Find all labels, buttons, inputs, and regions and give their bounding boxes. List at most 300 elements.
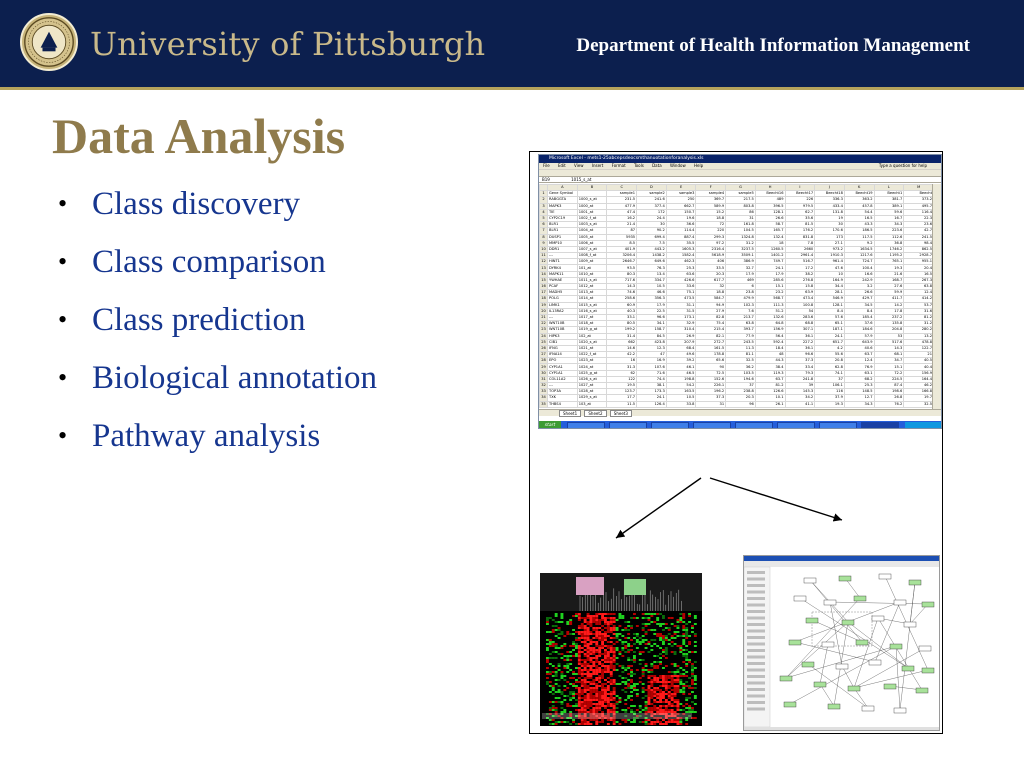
excel-cell: 122.7 (904, 345, 934, 351)
excel-row-number: 28 (541, 358, 546, 363)
excel-cell: 973.2 (815, 246, 845, 252)
excel-cell: 250 (666, 197, 696, 203)
excel-cell: 135.8 (874, 321, 904, 327)
excel-title-bar: Microsoft Excel - mets1-25abcepsdeocsmthanuotationforanalysis.xls (539, 155, 941, 163)
excel-cell: 21 (904, 352, 934, 358)
excel-cell: 28.1 (815, 290, 845, 296)
excel-cell: 862.5 (904, 246, 934, 252)
excel-cell: 39.2 (666, 358, 696, 364)
window-toolbar (744, 561, 940, 567)
excel-cell: TIE (548, 209, 578, 215)
excel-row-number: 12 (541, 259, 546, 264)
excel-cell: 643.9 (844, 339, 874, 345)
excel-cell: 33.4 (785, 364, 815, 370)
excel-cell: 213.7 (726, 314, 756, 320)
excel-cell: 150.7 (666, 209, 696, 215)
excel-cell: 16.2 (607, 215, 637, 221)
excel-cell: 42.7 (904, 228, 934, 234)
excel-cell: 215.4 (696, 327, 726, 333)
excel-cell: 285.6 (755, 277, 785, 283)
excel-cell: 18.4 (755, 345, 785, 351)
excel-cell: EPO (548, 358, 578, 364)
excel-cell: 15.8 (785, 284, 815, 290)
excel-cell: 1217.6 (844, 253, 874, 259)
excel-cell: 156.9 (755, 327, 785, 333)
excel-cell: 38.4 (755, 364, 785, 370)
excel-cell: 1004_at (577, 228, 607, 234)
excel-cell: 386.9 (726, 259, 756, 265)
excel-cell: 765.1 (874, 259, 904, 265)
gene-node (848, 686, 860, 691)
excel-row-number: 13 (541, 265, 546, 270)
excel-cell: 36.1 (785, 333, 815, 339)
excel-cell: 27.6 (874, 284, 904, 290)
excel-cell: 1605.3 (666, 246, 696, 252)
excel-cell: 649.6 (637, 259, 667, 265)
excel-cell: G (726, 185, 756, 191)
excel-cell: 94.9 (696, 302, 726, 308)
excel-cell: Gene Symbol (548, 191, 578, 197)
excel-cell: 81.1 (726, 352, 756, 358)
excel-cell: 592.4 (755, 339, 785, 345)
excel-cell: 27.1 (815, 240, 845, 246)
excel-cell: 1000_at (577, 203, 607, 209)
excel-cell: 32.7 (726, 265, 756, 271)
start-button: start (539, 421, 561, 429)
slide-header (0, 0, 1024, 90)
excel-cell: 15.2 (696, 209, 726, 215)
excel-cell: 34.7 (874, 358, 904, 364)
excel-cell: 12.3 (637, 345, 667, 351)
excel-cell: 4.2 (815, 345, 845, 351)
excel-cell: 173.1 (666, 314, 696, 320)
excel-cell: 198.8 (666, 376, 696, 382)
excel-cell: 14.3 (607, 284, 637, 290)
excel-cell: CYP1A1 (548, 364, 578, 370)
excel-cell: 104.5 (726, 228, 756, 234)
excel-cell: WNT10B (548, 327, 578, 333)
excel-cell: 831.8 (785, 234, 815, 240)
excel-cell: 33.6 (666, 284, 696, 290)
excel-cell: 81.5 (785, 222, 815, 228)
excel-cell: 30 (815, 222, 845, 228)
excel-cell: 19.7 (904, 395, 934, 401)
excel-cell: 1260.5 (755, 246, 785, 252)
bullet-item: • Class prediction (58, 300, 377, 358)
excel-row-number: 9 (540, 240, 548, 246)
excel-cell: MMP10 (548, 240, 578, 246)
excel-cell: sample2 (637, 191, 667, 197)
excel-cell: 276.8 (785, 277, 815, 283)
excel-cell: 166.8 (904, 389, 934, 395)
excel-row-number: 3 (540, 203, 548, 209)
excel-cell: 241.8 (785, 376, 815, 382)
excel-cell: 414.2 (904, 296, 934, 302)
excel-cell: 1020_s_at (577, 339, 607, 345)
bullet-item: • Pathway analysis (58, 416, 377, 474)
excel-cell: 178.8 (696, 352, 726, 358)
excel-cell: 122 (607, 376, 637, 382)
excel-cell: TOP3A (548, 389, 578, 395)
excel-cell: sample1 (607, 191, 637, 197)
excel-cell: 46.1 (666, 364, 696, 370)
excel-row-number: 17 (541, 290, 546, 295)
excel-cell: 477.9 (607, 203, 637, 209)
excel-cell: 40.4 (904, 364, 934, 370)
gene-node (784, 702, 796, 707)
excel-row-number: 11 (541, 253, 546, 258)
gene-node (854, 596, 866, 601)
excel-cell: 32 (696, 284, 726, 290)
excel-cell: 227.2 (785, 339, 815, 345)
excel-row-number: 4 (540, 209, 548, 215)
excel-row-number: 20 (541, 308, 546, 313)
excel-sheet-tab: Sheet3 (610, 410, 632, 417)
heatmap-clustering-image (540, 573, 702, 726)
excel-cell: 53.7 (904, 302, 934, 308)
excel-cell: 62.7 (785, 209, 815, 215)
excel-cell: 21.4 (607, 222, 637, 228)
excel-cell: 65.6 (696, 358, 726, 364)
gene-node (836, 664, 848, 669)
excel-cell: 34.3 (844, 401, 874, 407)
excel-cell: J (815, 185, 845, 191)
excel-cell: 23.2 (755, 290, 785, 296)
cluster-highlight (624, 579, 646, 595)
status-bar (744, 727, 940, 731)
excel-cell: sample3 (666, 191, 696, 197)
excel-cell: 49.6 (666, 352, 696, 358)
excel-cell: 299.3 (696, 234, 726, 240)
dendrogram-area (540, 573, 702, 611)
excel-cell: 35.5 (666, 240, 696, 246)
excel-cell: CYP2C19 (548, 215, 578, 221)
excel-cell: 87 (607, 228, 637, 234)
excel-cell: 1003_s_at (577, 222, 607, 228)
excel-cell: H (755, 185, 785, 191)
excel-cell: 76.9 (844, 364, 874, 370)
excel-cell: 26.6 (755, 215, 785, 221)
excel-cell: 17.9 (637, 302, 667, 308)
excel-cell: MAPK11 (548, 271, 578, 277)
excel-cell: 75.4 (696, 321, 726, 327)
excel-cell: 8.4 (844, 308, 874, 314)
excel-cell: 237.2 (874, 314, 904, 320)
excel-cell: 19.3 (815, 401, 845, 407)
excel-cell: 36.1 (785, 345, 815, 351)
excel-cell: 198.6 (874, 389, 904, 395)
excel-cell: 13.4 (637, 271, 667, 277)
excel-cell: sample5 (726, 191, 756, 197)
excel-cell: 103.5 (726, 370, 756, 376)
excel-cell: 172 (637, 209, 667, 215)
excel-cell: 14.6 (607, 345, 637, 351)
excel-cell: 43.3 (844, 222, 874, 228)
gene-node (862, 706, 874, 711)
excel-cell: 26.6 (844, 290, 874, 296)
excel-cell: 1634.5 (844, 246, 874, 252)
excel-cell: 16.5 (904, 271, 934, 277)
excel-cell: 310.4 (666, 327, 696, 333)
excel-cell: 34.2 (785, 395, 815, 401)
excel-cell: 119.3 (755, 370, 785, 376)
excel-cell: 20.3 (696, 271, 726, 277)
excel-cell: 238.8 (726, 389, 756, 395)
excel-cell: 12.4 (904, 290, 934, 296)
excel-cell: 10.5 (637, 284, 667, 290)
gene-node (822, 642, 834, 647)
excel-cell: 19.5 (607, 383, 637, 389)
excel-cell: 96.6 (785, 352, 815, 358)
excel-cell: Beecht (904, 191, 934, 197)
excel-cell: 46.6 (637, 290, 667, 296)
excel-row-number: 19 (541, 302, 546, 307)
excel-row-number: 15 (541, 277, 546, 282)
excel-cell: 1324.8 (726, 234, 756, 240)
excel-cell: 1910.3 (815, 253, 845, 259)
excel-cell: 241.6 (637, 197, 667, 203)
excel-name-box: B19 (542, 177, 550, 182)
excel-cell: 145.3 (785, 389, 815, 395)
excel-cell: 46.5 (666, 370, 696, 376)
excel-cell: 31.5 (666, 308, 696, 314)
excel-cell: 20.4 (904, 265, 934, 271)
excel-cell: 163.5 (666, 389, 696, 395)
excel-cell: 81.2 (755, 383, 785, 389)
excel-cell: 59.6 (874, 209, 904, 215)
excel-row-number: 16 (541, 284, 546, 289)
excel-cell: 58.7 (755, 222, 785, 228)
excel-cell: Beecht19 (844, 191, 874, 197)
excel-cell: 37 (815, 376, 845, 382)
university-seal-icon (20, 13, 78, 71)
excel-cell: MADH5 (548, 290, 578, 296)
excel-cell: 37.3 (696, 395, 726, 401)
excel-cell: 37.3 (785, 358, 815, 364)
excel-help-box: Type a question for help (878, 163, 927, 168)
gene-node (839, 576, 851, 581)
excel-cell: 1025_g_at (577, 370, 607, 376)
excel-cell: 226 (785, 197, 815, 203)
excel-cell: 16.7 (874, 215, 904, 221)
excel-row-number: 29 (541, 364, 546, 369)
excel-cell: 63.9 (785, 290, 815, 296)
excel-cell: 20.8 (815, 358, 845, 364)
excel-cell: 132.6 (755, 314, 785, 320)
excel-cell: 131.8 (815, 209, 845, 215)
excel-cell: 749.7 (755, 259, 785, 265)
gene-node (806, 618, 818, 623)
excel-cell: 267.3 (904, 277, 934, 283)
excel-cell: 8.4 (815, 308, 845, 314)
excel-cell: 1028_at (577, 389, 607, 395)
excel-cell: 546.9 (815, 296, 845, 302)
excel-cell: 1027_at (577, 383, 607, 389)
excel-cell: 242.9 (844, 277, 874, 283)
excel-cell: 57.6 (815, 314, 845, 320)
excel-cell: 1019_g_at (577, 327, 607, 333)
gene-node (802, 662, 814, 667)
excel-row-number: 31 (541, 376, 546, 381)
excel-cell: B (577, 185, 607, 191)
excel-cell: 31.4 (607, 333, 637, 339)
excel-cell: 126.6 (755, 389, 785, 395)
excel-cell: 156.9 (904, 370, 934, 376)
excel-cell: 469 (726, 277, 756, 283)
excel-cell: 426.6 (666, 277, 696, 283)
excel-cell: 16.5 (844, 215, 874, 221)
excel-cell: 2928.7 (904, 253, 934, 259)
excel-cell: IL13RA2 (548, 308, 578, 314)
excel-cell: 6 (726, 284, 756, 290)
excel-row-number: 6 (540, 222, 548, 228)
excel-cell: 7.5 (637, 240, 667, 246)
excel-row-number: 25 (541, 339, 546, 344)
excel-cell: 217.5 (726, 197, 756, 203)
excel-cell: 176.2 (785, 228, 815, 234)
excel-cell: 220 (696, 228, 726, 234)
excel-cell: Beecht17 (785, 191, 815, 197)
excel-cell: 173.3 (637, 389, 667, 395)
excel-cell: 16.9 (637, 358, 667, 364)
excel-cell: 47.6 (815, 265, 845, 271)
excel-cell: 24.1 (815, 333, 845, 339)
bullet-item: • Class comparison (58, 242, 377, 300)
gene-node (922, 668, 934, 673)
excel-row-number: 23 (541, 327, 546, 332)
excel-cell: 126.4 (637, 401, 667, 407)
window-title-bar (744, 556, 940, 561)
gene-node (909, 580, 921, 585)
excel-cell: 40.5 (904, 358, 934, 364)
excel-cell: 98.4 (904, 240, 934, 246)
excel-cell: 26.9 (666, 333, 696, 339)
excel-cell: 84.5 (637, 333, 667, 339)
excel-cell: 32.5 (904, 401, 934, 407)
excel-cell: 101_at (577, 265, 607, 271)
excel-cell: 18.8 (696, 290, 726, 296)
excel-cell: 1009_at (577, 259, 607, 265)
excel-cell: 128.1 (815, 302, 845, 308)
excel-cell: M (904, 185, 934, 191)
excel-cell: YWHAE (548, 277, 578, 283)
excel-cell: 406 (696, 259, 726, 265)
excel-cell: TXK (548, 395, 578, 401)
gene-node (922, 602, 934, 607)
excel-cell: 46.2 (904, 383, 934, 389)
excel-cell: 1026_s_at (577, 376, 607, 382)
excel-cell: 1015_s_at (577, 302, 607, 308)
excel-cell: 34.5 (844, 302, 874, 308)
excel-cell: 93.5 (607, 265, 637, 271)
excel-cell: 393.7 (726, 327, 756, 333)
excel-row-number: 14 (541, 271, 546, 276)
excel-cell: 17.9 (726, 271, 756, 277)
excel-cell: 699.4 (637, 234, 667, 240)
excel-menu-item: Data (652, 163, 662, 168)
excel-cell: 1582.4 (666, 253, 696, 259)
excel-cell: PCAF (548, 284, 578, 290)
gene-node (904, 622, 916, 627)
excel-cell: 662 (607, 339, 637, 345)
excel-cell: 1000_s_at (577, 197, 607, 203)
excel-cell: 64.8 (755, 321, 785, 327)
gene-node (824, 600, 836, 605)
excel-cell: 979.5 (785, 203, 815, 209)
gene-node (890, 644, 902, 649)
excel-cell: 82.1 (696, 333, 726, 339)
excel-cell: 8.5 (607, 240, 637, 246)
excel-cell: 72 (696, 222, 726, 228)
excel-cell: 168.7 (874, 277, 904, 283)
excel-cell: 74.1 (815, 370, 845, 376)
excel-cell: 396.5 (755, 203, 785, 209)
excel-cell: 36.2 (726, 364, 756, 370)
excel-cell: IFNG (548, 345, 578, 351)
excel-cell: 123.7 (607, 389, 637, 395)
excel-cell: 1013_at (577, 290, 607, 296)
excel-cell: 20.3 (726, 395, 756, 401)
excel-cell: 443.2 (637, 246, 667, 252)
excel-cell: 1029_s_at (577, 395, 607, 401)
excel-cell: 47.4 (607, 209, 637, 215)
excel-row-number: 1 (540, 191, 548, 197)
excel-cell: CYP1A1 (548, 370, 578, 376)
excel-cell: 31 (696, 401, 726, 407)
excel-cell: 283.6 (785, 314, 815, 320)
excel-cell: 63.7 (844, 352, 874, 358)
excel-cell: 103_at (577, 401, 607, 407)
gene-node (789, 640, 801, 645)
excel-cell: CIB1 (548, 339, 578, 345)
excel-cell: 186.5 (844, 228, 874, 234)
excel-cell: 96 (726, 401, 756, 407)
excel-menu-item: Help (694, 163, 704, 168)
excel-cell: 59.9 (874, 290, 904, 296)
excel-cell: 38.1 (637, 383, 667, 389)
department-name: Department of Health Information Management (576, 35, 970, 56)
gene-node (869, 660, 881, 665)
excel-cell: 41.1 (785, 401, 815, 407)
excel-cell: 47 (637, 352, 667, 358)
excel-cell: 272.7 (696, 339, 726, 345)
excel-cell: 662.7 (666, 203, 696, 209)
excel-cell: E (666, 185, 696, 191)
excel-row-number: 5 (540, 215, 548, 221)
excel-cell: 12.7 (844, 395, 874, 401)
excel-cell: 87.4 (874, 383, 904, 389)
excel-cell: 165.7 (755, 228, 785, 234)
excel-cell: 48 (755, 352, 785, 358)
excel-cell: 16 (607, 358, 637, 364)
excel-cell: MAPK3 (548, 203, 578, 209)
excel-cell: 31 (726, 215, 756, 221)
excel-cell: 1021_at (577, 345, 607, 351)
excel-cell: 1006_at (577, 240, 607, 246)
excel-cell: 241.5 (904, 234, 934, 240)
excel-cell: 63.8 (904, 284, 934, 290)
excel-cell: 377.4 (637, 203, 667, 209)
excel-cell: --- (548, 383, 578, 389)
excel-cell: 33.1 (607, 314, 637, 320)
excel-cell: 423.8 (637, 339, 667, 345)
excel-cell: 62.8 (815, 364, 845, 370)
excel-menu-item: Tools (633, 163, 644, 168)
excel-cell: 35.6 (785, 215, 815, 221)
excel-cell: 40.6 (844, 345, 874, 351)
excel-cell: 955.1 (904, 259, 934, 265)
excel-cell: Beecht16 (755, 191, 785, 197)
